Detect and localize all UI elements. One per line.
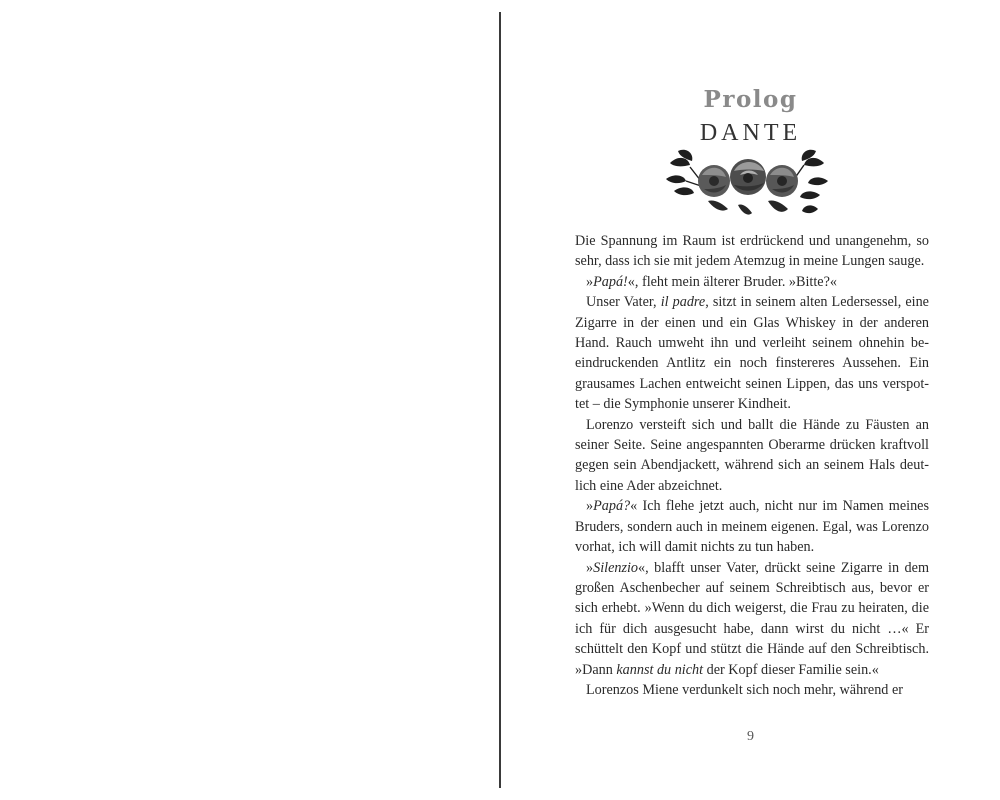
left-page-blank: [0, 0, 499, 800]
floral-ornament-icon: [664, 145, 830, 217]
text-segment: Lorenzo versteift sich und ballt die Hände zu Fäusten an seiner Seite. Seine angespannten Oberarme drücken kraftvoll gegen sein Abendjackett, während sich an seinem Hals deutlich eine Ader abzeichnet.: [575, 416, 929, 494]
chapter-label: Prolog: [703, 86, 798, 113]
body-paragraph: [575, 680, 929, 700]
page-number: 9: [747, 729, 754, 744]
italic-text-segment: Silenzio: [593, 559, 639, 576]
text-segment: »: [586, 498, 594, 515]
text-segment: »: [586, 273, 594, 290]
italic-text-segment: il padre: [660, 294, 706, 311]
text-segment: »: [586, 559, 594, 576]
text-segment: « Ich flehe jetzt auch, nicht nur im Namen meines Bruders, sondern auch in meinem eigenen. Egal, was Lorenzo vorhat, ich will damit nichts zu tun haben.: [575, 498, 929, 556]
text-segment: Unser Vater,: [586, 294, 661, 311]
italic-text-segment: Papá!: [593, 273, 628, 290]
italic-text-segment: Papá?: [593, 498, 631, 515]
text-segment: , sitzt in seinem alten Ledersessel, eine Zigarre in der einen und ein Glas Whiskey in der anderen Hand. Rauch umweht ihn und verleiht seinem ohnehin beeindruckenden Antlitz ein noch finstereres Aussehen. Ein grausames Lachen entweicht seinen Lippen, das uns verspottet – die Symphonie unserer Kindheit.: [575, 294, 929, 413]
body-paragraph: [575, 231, 929, 272]
text-segment: der Kopf dieser Familie sein.«: [703, 661, 879, 678]
prolog-body-text: [575, 231, 929, 700]
body-paragraph: [575, 558, 929, 680]
text-segment: Lorenzos Miene verdunkelt sich noch mehr, während er: [586, 681, 903, 698]
body-paragraph: [575, 496, 929, 557]
text-segment: Die Spannung im Raum ist erdrückend und unangenehm, so sehr, dass ich sie mit jedem Atemzug in meine Lungen sauge.: [575, 233, 929, 270]
body-paragraph: [575, 272, 929, 292]
right-page: [501, 0, 1000, 800]
body-paragraph: [575, 292, 929, 414]
text-segment: «, fleht mein älterer Bruder. »Bitte?«: [627, 273, 837, 290]
text-segment: «, blafft unser Vater, drückt seine Zigarre in dem großen Aschenbecher auf seinem Schreibtisch aus, bevor er sich erhebt. »Wenn du dich weigerst, die Frau zu heiraten, die ich für dich ausgesucht habe, dann wirst du nicht …« Er schüttelt den Kopf und stützt die Hände auf den Schreibtisch. »Dann: [575, 559, 929, 678]
body-paragraph: [575, 415, 929, 497]
chapter-name: DANTE: [699, 120, 802, 146]
italic-text-segment: kannst du nicht: [616, 661, 704, 678]
